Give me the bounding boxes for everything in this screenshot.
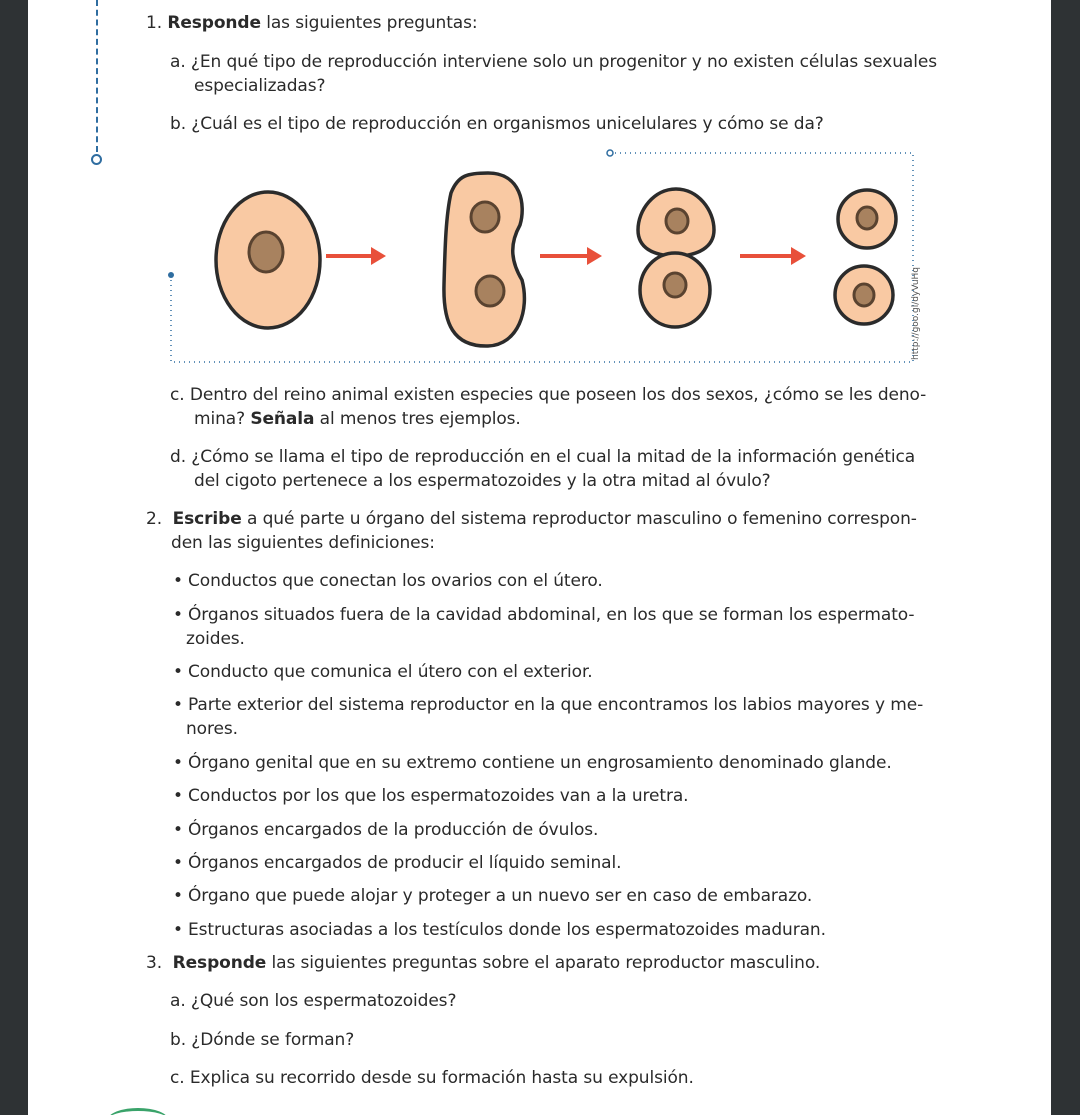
list-item: • Órgano genital que en su extremo contiene un engrosamiento denominado glande. bbox=[188, 751, 892, 775]
question-1a-line2: especializadas? bbox=[194, 76, 326, 96]
frame-left-dot bbox=[168, 272, 174, 278]
question-1a-line1: a. ¿En qué tipo de reproducción interviene solo un progenitor y no existen células sexuales bbox=[170, 52, 937, 72]
frame-top-dot bbox=[607, 150, 613, 156]
nucleus-stage-1 bbox=[249, 232, 283, 272]
list-item: • Parte exterior del sistema reproductor en la que encontramos los labios mayores y me- bbox=[188, 693, 923, 717]
question-3a: a. ¿Qué son los espermatozoides? bbox=[170, 991, 457, 1011]
nucleus-stage-2-bottom bbox=[476, 276, 504, 306]
question-1c-line1: c. Dentro del reino animal existen especies que poseen los dos sexos, ¿cómo se les deno- bbox=[170, 385, 927, 405]
list-item: • Órganos situados fuera de la cavidad abdominal, en los que se forman los espermato- bbox=[188, 603, 914, 627]
nucleus-stage-2-top bbox=[471, 202, 499, 232]
list-item: • Órgano que puede alojar y proteger a un nuevo ser en caso de embarazo. bbox=[188, 884, 812, 908]
list-item-continuation: nores. bbox=[186, 719, 238, 739]
question-3-heading: 3. Responde las siguientes preguntas sobre el aparato reproductor masculino. bbox=[146, 953, 821, 973]
nucleus-daughter-top bbox=[857, 207, 877, 229]
question-1b: b. ¿Cuál es el tipo de reproducción en organismos unicelulares y cómo se da? bbox=[170, 114, 824, 134]
list-item: • Conducto que comunica el útero con el exterior. bbox=[188, 660, 593, 684]
list-item: • Órganos encargados de la producción de óvulos. bbox=[188, 818, 598, 842]
margin-dashed-line bbox=[96, 0, 98, 152]
question-3c: c. Explica su recorrido desde su formación hasta su expulsión. bbox=[170, 1068, 694, 1088]
question-1d-line1: d. ¿Cómo se llama el tipo de reproducción en el cual la mitad de la información genética bbox=[170, 447, 916, 467]
list-item-continuation: zoides. bbox=[186, 629, 245, 649]
image-source-url: http://goo.gl/dyVuHq bbox=[911, 266, 921, 360]
margin-dot bbox=[91, 154, 102, 165]
list-item: • Conductos que conectan los ovarios con el útero. bbox=[188, 569, 603, 593]
question-1-heading: 1. Responde las siguientes preguntas: bbox=[146, 13, 478, 33]
list-item: • Conductos por los que los espermatozoides van a la uretra. bbox=[188, 784, 688, 808]
nucleus-stage-3-bottom bbox=[664, 273, 686, 297]
binary-fission-figure bbox=[168, 145, 928, 370]
list-item: • Órganos encargados de producir el líquido seminal. bbox=[188, 851, 621, 875]
question-1c-line2: mina? Señala al menos tres ejemplos. bbox=[194, 409, 521, 429]
worksheet-page bbox=[28, 0, 1051, 1115]
question-3b: b. ¿Dónde se forman? bbox=[170, 1030, 355, 1050]
nucleus-stage-3-top bbox=[666, 209, 688, 233]
question-2-heading-line2: den las siguientes definiciones: bbox=[171, 533, 435, 553]
cell-stage-2 bbox=[444, 173, 524, 346]
nucleus-daughter-bottom bbox=[854, 284, 874, 306]
list-item: • Estructuras asociadas a los testículos donde los espermatozoides maduran. bbox=[188, 918, 826, 942]
question-1d-line2: del cigoto pertenece a los espermatozoides y la otra mitad al óvulo? bbox=[194, 471, 771, 491]
page-corner-decoration bbox=[108, 1108, 168, 1115]
question-2-heading: 2. Escribe a qué parte u órgano del sistema reproductor masculino o femenino correspon- bbox=[146, 509, 917, 529]
